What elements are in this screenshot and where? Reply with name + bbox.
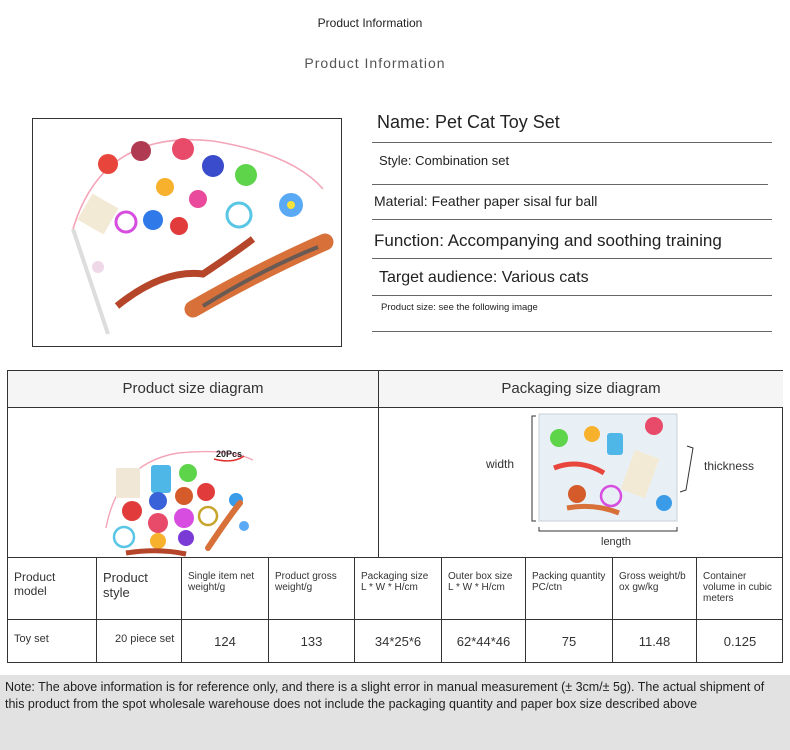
width-label: width xyxy=(486,457,515,471)
cell-packing-quantity: 75 xyxy=(526,620,613,663)
thickness-label: thickness xyxy=(704,459,755,473)
cell-gross-weight: 133 xyxy=(269,620,355,663)
col-header-model: Product model xyxy=(8,558,97,620)
cell-style: 20 piece set xyxy=(97,620,182,663)
disclaimer-note: Note: The above information is for reference only, and there is a slight error in manual measurement (± 3cm/± 5g). The actual shipment of this product from the spot wholesale warehouse does not include the packaging quantity and paper box size described above xyxy=(0,675,790,750)
col-header-gross-weight: Product gross weight/g xyxy=(269,558,355,620)
info-material: Material: Feather paper sisal fur ball xyxy=(372,191,772,220)
cell-packaging-size: 34*25*6 xyxy=(355,620,442,663)
cell-outer-box-size: 62*44*46 xyxy=(442,620,526,663)
cell-net-weight: 124 xyxy=(182,620,269,663)
cell-gross-weight-box: 11.48 xyxy=(613,620,697,663)
badge-20pcs: 20Pcs xyxy=(216,449,243,459)
info-style: Style: Combination set xyxy=(372,150,768,185)
info-function: Function: Accompanying and soothing training xyxy=(372,229,772,259)
product-photo xyxy=(32,118,342,347)
packaging-size-title: Packaging size diagram xyxy=(379,371,783,408)
col-header-container-volume: Container volume in cubic meters xyxy=(697,558,783,620)
product-size-diagram xyxy=(8,408,379,558)
length-label: length xyxy=(601,536,631,548)
cell-model: Toy set xyxy=(8,620,97,663)
cat-toy-set-illustration xyxy=(33,119,342,347)
info-name: Name: Pet Cat Toy Set xyxy=(372,108,772,143)
cell-container-volume: 0.125 xyxy=(723,634,757,649)
product-size-title: Product size diagram xyxy=(8,371,379,408)
spec-table xyxy=(7,370,783,663)
col-header-packaging-size: Packaging size L * W * H/cm xyxy=(355,558,442,620)
packaging-size-diagram xyxy=(379,408,783,558)
top-title: Product Information xyxy=(317,16,423,30)
info-size-note: Product size: see the following image xyxy=(372,301,772,332)
col-header-packing-quantity: Packing quantity PC/ctn xyxy=(526,558,613,620)
col-header-gross-weight-box: Gross weight/box gw/kg xyxy=(613,558,697,620)
col-header-outer-box-size: Outer box size L * W * H/cm xyxy=(442,558,526,620)
info-audience: Target audience: Various cats xyxy=(372,267,772,296)
col-header-net-weight: Single item net weight/g xyxy=(182,558,269,620)
col-header-style: Product style xyxy=(97,558,182,620)
section-title: Product Information xyxy=(304,55,446,71)
